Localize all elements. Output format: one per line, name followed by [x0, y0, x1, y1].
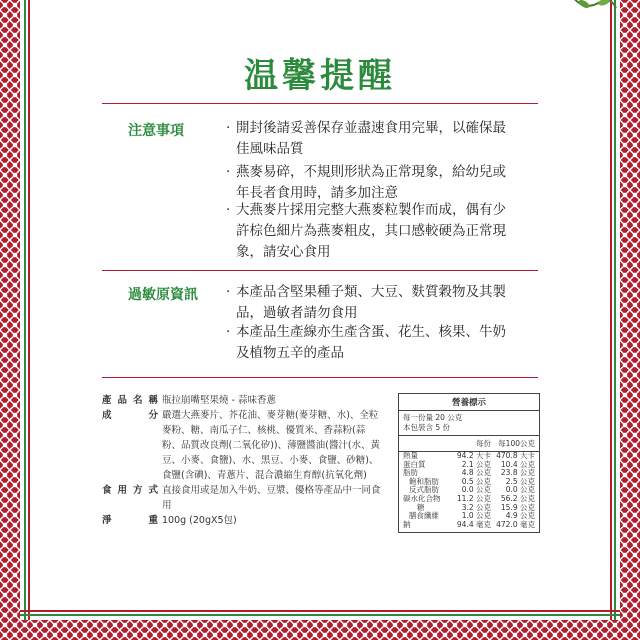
bottom-pattern-border [0, 620, 640, 640]
notice-item-2 [226, 162, 536, 204]
nutrition-serving [399, 411, 539, 436]
allergen-item-1-line2: 品，過敏者請勿食用 [236, 305, 358, 321]
nutrient-name: 膳食纖維 [409, 511, 439, 521]
notice-item-1-line2: 佳風味品質 [236, 141, 304, 157]
nutrition-label [398, 393, 540, 533]
info-value-weight: 100g (20gX5包) [162, 515, 237, 526]
info-row-weight [102, 513, 384, 528]
nutrient-name: 熱量 [403, 451, 418, 460]
notice-label: 注意事項 [128, 123, 184, 139]
nutrient-per-serving: 0.5 公克 [461, 476, 491, 486]
info-row-name [102, 393, 384, 408]
nutrient-per-100g: 4.9 公克 [505, 511, 535, 521]
nutrient-name: 糖 [417, 502, 425, 512]
nutrient-per-serving: 4.8 公克 [461, 468, 491, 478]
nutrient-per-100g: 0.0 公克 [505, 485, 535, 495]
notice-item-3-line3: 象，請安心食用 [236, 244, 331, 260]
leaf-decoration-icon [570, 0, 618, 14]
nutrient-per-serving: 1.0 公克 [461, 511, 491, 521]
info-value-name: 瓶拉崩嘴堅果燒 - 蒜味香蔥 [162, 395, 276, 406]
info-label-ingredients: 成分 [102, 410, 158, 421]
nutrient-name: 飽和脂肪 [409, 476, 439, 486]
bullet-dot: · [226, 120, 231, 136]
allergen-item-1-line1: 本產品含堅果種子類、大豆、麩質穀物及其製 [236, 284, 506, 300]
info-value-usage: 直接食用或是加入牛奶、豆漿、優格等產品中一同食用 [162, 485, 381, 511]
servings-per-pack: 本包裝含 5 份 [403, 423, 451, 432]
col-per-100g: 每100公克 [498, 439, 535, 448]
nutrient-per-100g: 2.5 公克 [505, 476, 535, 486]
nutrient-name: 鈉 [403, 519, 411, 529]
allergen-item-2-line1: 本產品生產線亦生產含蛋、花生、核果、牛奶 [236, 324, 506, 340]
allergen-item-2 [226, 322, 536, 364]
nutrient-per-serving: 94.2 大卡 [456, 451, 491, 460]
nutrient-per-100g: 470.8 大卡 [496, 451, 535, 460]
nutrient-per-100g: 56.2 公克 [500, 493, 535, 503]
divider-top [102, 103, 538, 104]
page-title: 温馨提醒 [244, 56, 396, 96]
nutrient-per-100g: 10.4 公克 [500, 459, 535, 469]
nutrient-per-serving: 0.0 公克 [461, 485, 491, 495]
info-label-usage: 食用方式 [102, 485, 158, 496]
nutrient-per-100g: 15.9 公克 [500, 502, 535, 512]
bottom-green-stripe [20, 614, 620, 616]
notice-item-1 [226, 118, 536, 160]
nutrient-per-serving: 3.2 公克 [461, 502, 491, 512]
nutrition-header [399, 436, 539, 452]
bullet-dot: · [226, 284, 231, 300]
info-label-weight: 淨重 [102, 515, 158, 526]
nutrient-name: 反式脂肪 [409, 485, 439, 495]
allergen-item-2-line2: 及植物五辛的產品 [236, 345, 344, 361]
notice-item-1-line1: 開封後請妥善保存並盡速食用完畢，以確保最 [236, 120, 506, 136]
col-per-serving: 每份 [476, 439, 491, 448]
bullet-dot: · [226, 164, 231, 180]
nutrient-per-serving: 11.2 公克 [456, 493, 491, 503]
divider-middle [102, 270, 538, 271]
serving-size: 每一份量 20 公克 [403, 413, 463, 422]
nutrient-per-100g: 472.0 毫克 [496, 519, 535, 529]
nutrient-name: 碳水化合物 [403, 493, 441, 503]
info-row-ingredients [102, 408, 384, 483]
info-label-name: 產品名稱 [102, 395, 158, 406]
notice-item-2-line2: 年長者食用時，請多加注意 [236, 185, 398, 201]
notice-item-3-line2: 許棕色細片為燕麥粗皮，其口感較硬為正常現 [236, 223, 506, 239]
product-info [102, 393, 384, 528]
divider-bottom [102, 377, 538, 378]
allergen-label: 過敏原資訊 [128, 287, 198, 303]
notice-item-3 [226, 200, 536, 263]
nutrient-per-100g: 23.8 公克 [500, 468, 535, 478]
info-row-usage [102, 483, 384, 513]
info-value-ingredients: 嚴選大燕麥片、芥花油、麥芽糖(麥芽糖、水)、全粒麥粉、糖、南瓜子仁、核桃、優質米、香蒜粉(蒜粉、品質改良劑(二氧化矽))、薄鹽醬油(醬汁(水、黃豆、小麥、食鹽)、水、黑豆、小麥、食鹽、砂糖)、食鹽(含碘)、青蔥片、混合濃縮生育醇(抗氧化劑) [162, 410, 381, 481]
notice-item-2-line1: 燕麥易碎，不規則形狀為正常現象，給幼兒或 [236, 164, 506, 180]
bullet-dot: · [226, 324, 231, 340]
nutrition-row [399, 521, 539, 530]
nutrition-title: 營養標示 [399, 394, 539, 411]
bullet-dot: · [226, 202, 231, 218]
nutrient-name: 蛋白質 [403, 459, 426, 469]
nutrition-header-blank [403, 438, 453, 449]
bottom-red-stripe [20, 610, 620, 612]
nutrient-name: 脂肪 [403, 468, 418, 478]
notice-item-3-line1: 大燕麥片採用完整大燕麥粒製作而成，偶有少 [236, 202, 506, 218]
allergen-item-1 [226, 282, 536, 324]
nutrition-rows [399, 452, 539, 529]
nutrient-per-serving: 2.1 公克 [461, 459, 491, 469]
nutrient-per-serving: 94.4 毫克 [456, 519, 491, 529]
